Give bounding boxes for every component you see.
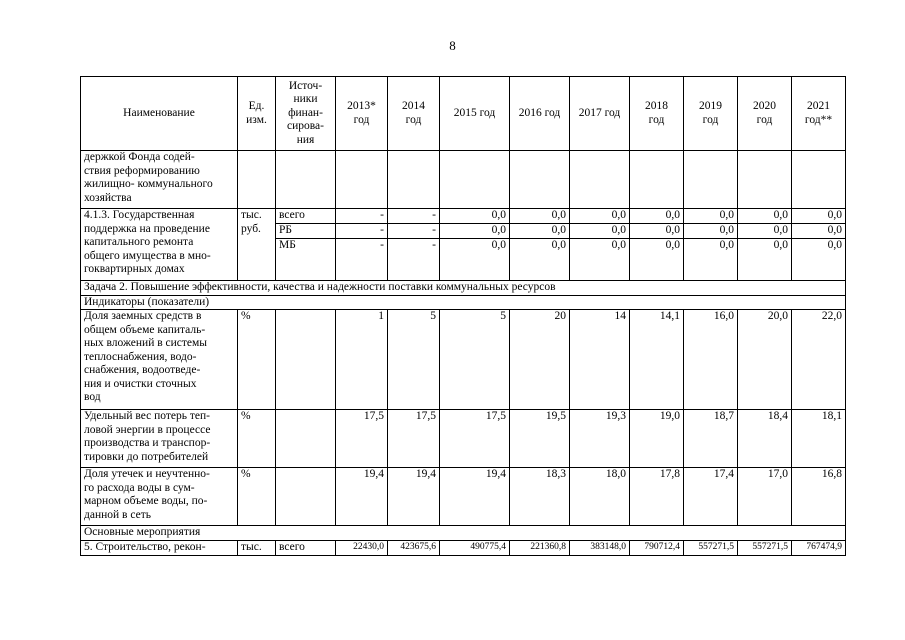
value-cell: - — [388, 239, 440, 281]
value-cell: - — [336, 239, 388, 281]
value-cell: 767474,9 — [792, 540, 846, 555]
value-cell: 0,0 — [570, 209, 630, 224]
value-cell: 20,0 — [738, 310, 792, 410]
value-cell: 18,7 — [684, 410, 738, 468]
value-cell: 490775,4 — [440, 540, 510, 555]
row-unit: % — [238, 468, 276, 526]
value-cell: 18,1 — [792, 410, 846, 468]
value-cell: - — [336, 209, 388, 224]
value-cell: 18,3 — [510, 468, 570, 526]
value-cell: 19,0 — [630, 410, 684, 468]
value-cell: 383148,0 — [570, 540, 630, 555]
value-cell: 17,0 — [738, 468, 792, 526]
value-cell: 423675,6 — [388, 540, 440, 555]
value-cell: 0,0 — [738, 239, 792, 281]
row-unit: тыс. руб. — [238, 209, 276, 281]
row-source: всего — [276, 209, 336, 224]
row-name: 4.1.3. Государственная поддержка на проведение капитального ремонта общего имущества в мно- гоквартирных домах — [81, 209, 238, 281]
value-cell: 19,5 — [510, 410, 570, 468]
header-year-2016: 2016 год — [510, 77, 570, 151]
indicators-heading: Индикаторы (показатели) — [81, 295, 846, 310]
value-cell: 0,0 — [684, 239, 738, 281]
value-cell: 0,0 — [738, 209, 792, 224]
table-row — [81, 310, 846, 410]
page-number: 8 — [449, 38, 456, 53]
value-cell: 5 — [440, 310, 510, 410]
value-cell: 0,0 — [684, 209, 738, 224]
value-cell: 221360,8 — [510, 540, 570, 555]
value-cell: 17,5 — [336, 410, 388, 468]
section-row — [81, 526, 846, 541]
header-unit: Ед. изм. — [238, 77, 276, 151]
value-cell: 5 — [388, 310, 440, 410]
value-cell: 0,0 — [630, 224, 684, 239]
header-name: Наименование — [81, 77, 238, 151]
header-year-2020: 2020 год — [738, 77, 792, 151]
value-cell: 0,0 — [440, 209, 510, 224]
table-row — [81, 151, 846, 209]
value-cell: 0,0 — [440, 224, 510, 239]
value-cell: 1 — [336, 310, 388, 410]
value-cell: 0,0 — [510, 224, 570, 239]
value-cell: 20 — [510, 310, 570, 410]
row-source: МБ — [276, 239, 336, 281]
value-cell: 17,5 — [440, 410, 510, 468]
value-cell: 557271,5 — [738, 540, 792, 555]
value-cell: 790712,4 — [630, 540, 684, 555]
header-row — [81, 77, 846, 151]
row-unit: % — [238, 310, 276, 410]
row-source: РБ — [276, 224, 336, 239]
value-cell: 19,4 — [388, 468, 440, 526]
value-cell: 17,5 — [388, 410, 440, 468]
value-cell: 19,3 — [570, 410, 630, 468]
value-cell: 0,0 — [510, 239, 570, 281]
value-cell: 0,0 — [684, 224, 738, 239]
value-cell: 0,0 — [630, 209, 684, 224]
program-table — [80, 76, 846, 556]
header-year-2014: 2014 год — [388, 77, 440, 151]
table-row — [81, 468, 846, 526]
header-year-2017: 2017 год — [570, 77, 630, 151]
value-cell: - — [336, 224, 388, 239]
value-cell: 22430,0 — [336, 540, 388, 555]
value-cell: 0,0 — [440, 239, 510, 281]
value-cell: 0,0 — [738, 224, 792, 239]
value-cell: 18,4 — [738, 410, 792, 468]
header-year-2018: 2018 год — [630, 77, 684, 151]
table-row — [81, 410, 846, 468]
row-unit: тыс. — [238, 540, 276, 555]
value-cell: 0,0 — [570, 239, 630, 281]
header-source: Источ- ники финан- сирова- ния — [276, 77, 336, 151]
table-row — [81, 540, 846, 555]
row-source: всего — [276, 540, 336, 555]
value-cell: 557271,5 — [684, 540, 738, 555]
header-year-2015: 2015 год — [440, 77, 510, 151]
value-cell: 16,0 — [684, 310, 738, 410]
value-cell: - — [388, 224, 440, 239]
row-name: Доля заемных средств в общем объеме капиталь- ных вложений в системы теплоснабжения, водо- снабжения, водоотведе- ния и очистки сточных вод — [81, 310, 238, 410]
value-cell: - — [388, 209, 440, 224]
value-cell: 0,0 — [570, 224, 630, 239]
value-cell: 18,0 — [570, 468, 630, 526]
value-cell: 19,4 — [440, 468, 510, 526]
value-cell: 14 — [570, 310, 630, 410]
value-cell: 0,0 — [792, 239, 846, 281]
value-cell: 0,0 — [630, 239, 684, 281]
table-row — [81, 209, 846, 224]
value-cell: 0,0 — [510, 209, 570, 224]
header-year-2019: 2019 год — [684, 77, 738, 151]
header-year-2013: 2013* год — [336, 77, 388, 151]
header-year-2021: 2021 год** — [792, 77, 846, 151]
row-name: Удельный вес потерь теп- ловой энергии в процессе производства и транспор- тировки до потребителей — [81, 410, 238, 468]
value-cell: 16,8 — [792, 468, 846, 526]
row-unit: % — [238, 410, 276, 468]
main-measures-heading: Основные мероприятия — [81, 526, 846, 541]
value-cell: 17,8 — [630, 468, 684, 526]
value-cell: 14,1 — [630, 310, 684, 410]
row-name: держкой Фонда содей- ствия реформированию жилищно- коммунального хозяйства — [81, 151, 238, 209]
task-heading: Задача 2. Повышение эффективности, качества и надежности поставки коммунальных ресурсов — [81, 281, 846, 296]
value-cell: 22,0 — [792, 310, 846, 410]
value-cell: 0,0 — [792, 209, 846, 224]
value-cell: 19,4 — [336, 468, 388, 526]
section-row — [81, 295, 846, 310]
value-cell: 17,4 — [684, 468, 738, 526]
row-name: 5. Строительство, рекон- — [81, 540, 238, 555]
section-row — [81, 281, 846, 296]
value-cell: 0,0 — [792, 224, 846, 239]
row-name: Доля утечек и неучтенно- го расхода воды в сум- марном объеме воды, по- данной в сеть — [81, 468, 238, 526]
